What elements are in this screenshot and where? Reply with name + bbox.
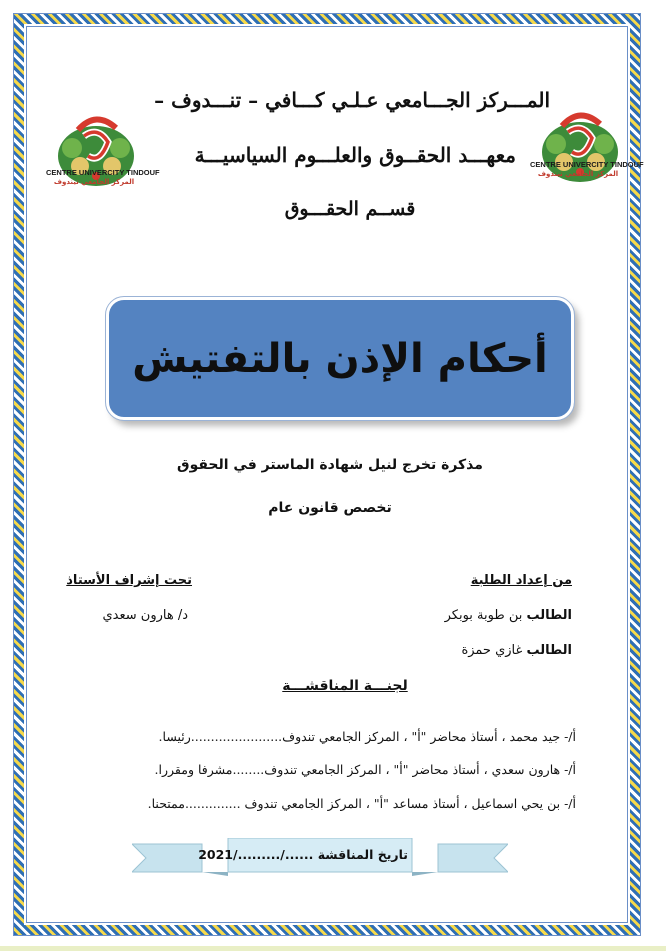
prepared-by-label: من إعداد الطلبة: [470, 573, 572, 588]
logo-caption-en-left: CENTRE UNIVERCITY TINDOUF: [46, 168, 160, 177]
student-prefix: الطالب: [526, 643, 572, 658]
supervisor-label: تحت إشراف الأستاذ: [66, 573, 192, 588]
department-name: قســم الحقـــوق: [284, 198, 416, 220]
committee-member-3: أ/- بن يحي اسماعيل ، أستاذ مساعد "أ" ، المركز الجامعي تندوف ..............ممتحنا.: [147, 796, 576, 811]
page-bottom-strip: [0, 946, 666, 951]
committee-member-1: أ/- جيد محمد ، أستاذ محاضر "أ" ، المركز الجامعي تندوف.......................رئيسا.: [158, 729, 576, 744]
student-name: غازي حمزة: [461, 643, 523, 658]
university-name: المـــركز الجـــامعي عـلـي كـــافي – تنـــدوف –: [154, 88, 550, 112]
thesis-title: أحكام الإذن بالتفتيش: [132, 335, 548, 382]
student-2: [380, 643, 572, 658]
thesis-title-box: [106, 297, 574, 420]
logo-caption-en-right: CENTRE UNIVERCITY TINDOUF: [530, 160, 644, 169]
student-name: بن طوبة بوبكر: [444, 608, 523, 623]
defense-date: تاريخ المناقشة ....../........./2021: [198, 847, 408, 862]
logo-caption-ar-right: المركز الجامعي تيندوف: [537, 170, 619, 178]
student-1: [380, 608, 572, 623]
specialization-line: تخصص قانون عام: [268, 500, 392, 516]
student-prefix: الطالب: [526, 608, 572, 623]
committee-member-2: أ/- هارون سعدي ، أستاذ محاضر "أ" ، المركز الجامعي تندوف........مشرفا ومقررا.: [154, 762, 576, 777]
defense-date-ribbon: [132, 838, 508, 876]
logo-caption-ar-left: المركز الجامعي تيندوف: [53, 178, 135, 186]
supervisor-name: د/ هارون سعدي: [102, 608, 188, 623]
institute-name: معهـــد الحقــوق والعلـــوم السياسيـــة: [194, 143, 516, 167]
thesis-degree-line: مذكرة تخرج لنيل شهادة الماستر في الحقوق: [177, 457, 483, 473]
committee-label: لجنـــة المناقشـــة: [282, 678, 408, 694]
